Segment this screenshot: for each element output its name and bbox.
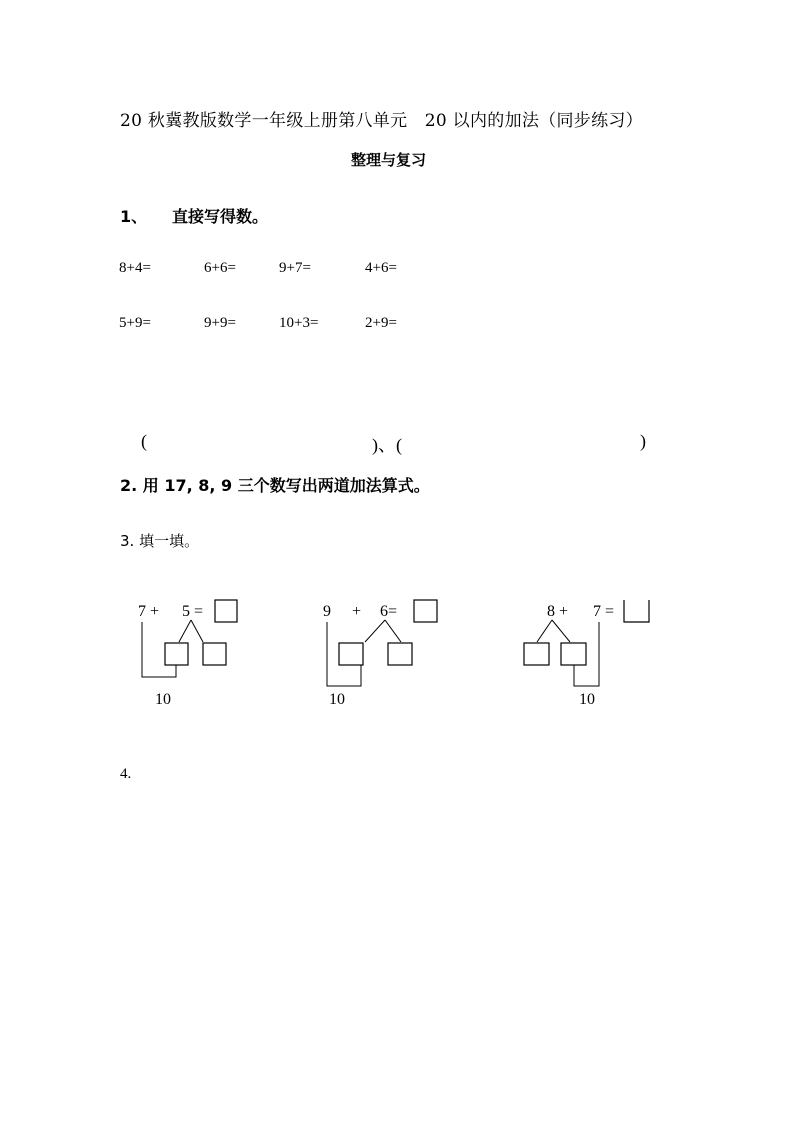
equation-2-3: 10+3= xyxy=(279,315,319,331)
diagram-1-part-box-2[interactable] xyxy=(203,643,226,665)
diagram-1-addend-a: 7 + xyxy=(138,603,160,620)
diagram-2-ten: 10 xyxy=(329,691,345,708)
question-3: 3. 填一填。 xyxy=(120,532,200,550)
equation-1-1: 8+4= xyxy=(119,260,151,276)
equation-2-2: 9+9= xyxy=(204,315,236,331)
diagram-1-part-box-1[interactable] xyxy=(165,643,188,665)
diagram-1-addend-b: 5 = xyxy=(182,603,204,620)
diagram-3-part-box-1[interactable] xyxy=(524,643,549,665)
equation-1-4: 4+6= xyxy=(365,260,397,276)
diagram-2-addend-b: 6= xyxy=(380,603,398,620)
question-1-number: 1、 xyxy=(120,207,148,226)
diagram-3-addend-a: 8 + xyxy=(547,603,569,620)
diagram-3-ten: 10 xyxy=(579,691,595,708)
question-1-title: 直接写得数。 xyxy=(172,207,269,226)
diagram-1-bracket xyxy=(142,622,176,677)
diagram-3-addend-b: 7 = xyxy=(593,603,615,620)
equation-2-4: 2+9= xyxy=(365,315,397,331)
diagram-3-sum-box[interactable] xyxy=(624,600,649,622)
page-subtitle: 整理与复习 xyxy=(351,151,427,169)
make-ten-diagram-3 xyxy=(515,590,660,715)
diagram-1-ten: 10 xyxy=(155,691,171,708)
diagram-2-split-left xyxy=(365,620,385,642)
question-2: 2. 用 17, 8, 9 三个数写出两道加法算式。 xyxy=(120,476,430,495)
diagram-2-addend-a: 9 xyxy=(323,603,331,620)
diagram-1-split-left xyxy=(179,620,191,642)
answer-paren-close: ) xyxy=(640,431,646,451)
answer-paren-open: ( xyxy=(141,431,147,451)
make-ten-diagram-2 xyxy=(315,590,445,715)
answer-paren-separator: )、( xyxy=(372,435,402,455)
question-4: 4. xyxy=(120,766,132,782)
diagram-3-split-left xyxy=(537,620,552,642)
diagram-3-split-right xyxy=(552,620,570,642)
diagram-1-sum-box[interactable] xyxy=(215,600,237,622)
equation-1-3: 9+7= xyxy=(279,260,311,276)
diagram-2-split-right xyxy=(385,620,401,642)
diagram-3-part-box-2[interactable] xyxy=(561,643,586,665)
diagram-1-split-right xyxy=(191,620,203,642)
equation-2-1: 5+9= xyxy=(119,315,151,331)
diagram-2-part-box-1[interactable] xyxy=(339,643,363,665)
diagram-2-sum-box[interactable] xyxy=(414,600,437,622)
make-ten-diagram-1 xyxy=(130,590,250,715)
page-title: 20 秋冀教版数学一年级上册第八单元 20 以内的加法（同步练习） xyxy=(120,111,643,131)
equation-1-2: 6+6= xyxy=(204,260,236,276)
diagram-2-bracket xyxy=(327,622,361,686)
diagram-2-part-box-2[interactable] xyxy=(388,643,412,665)
diagram-2-plus: + xyxy=(352,603,362,620)
